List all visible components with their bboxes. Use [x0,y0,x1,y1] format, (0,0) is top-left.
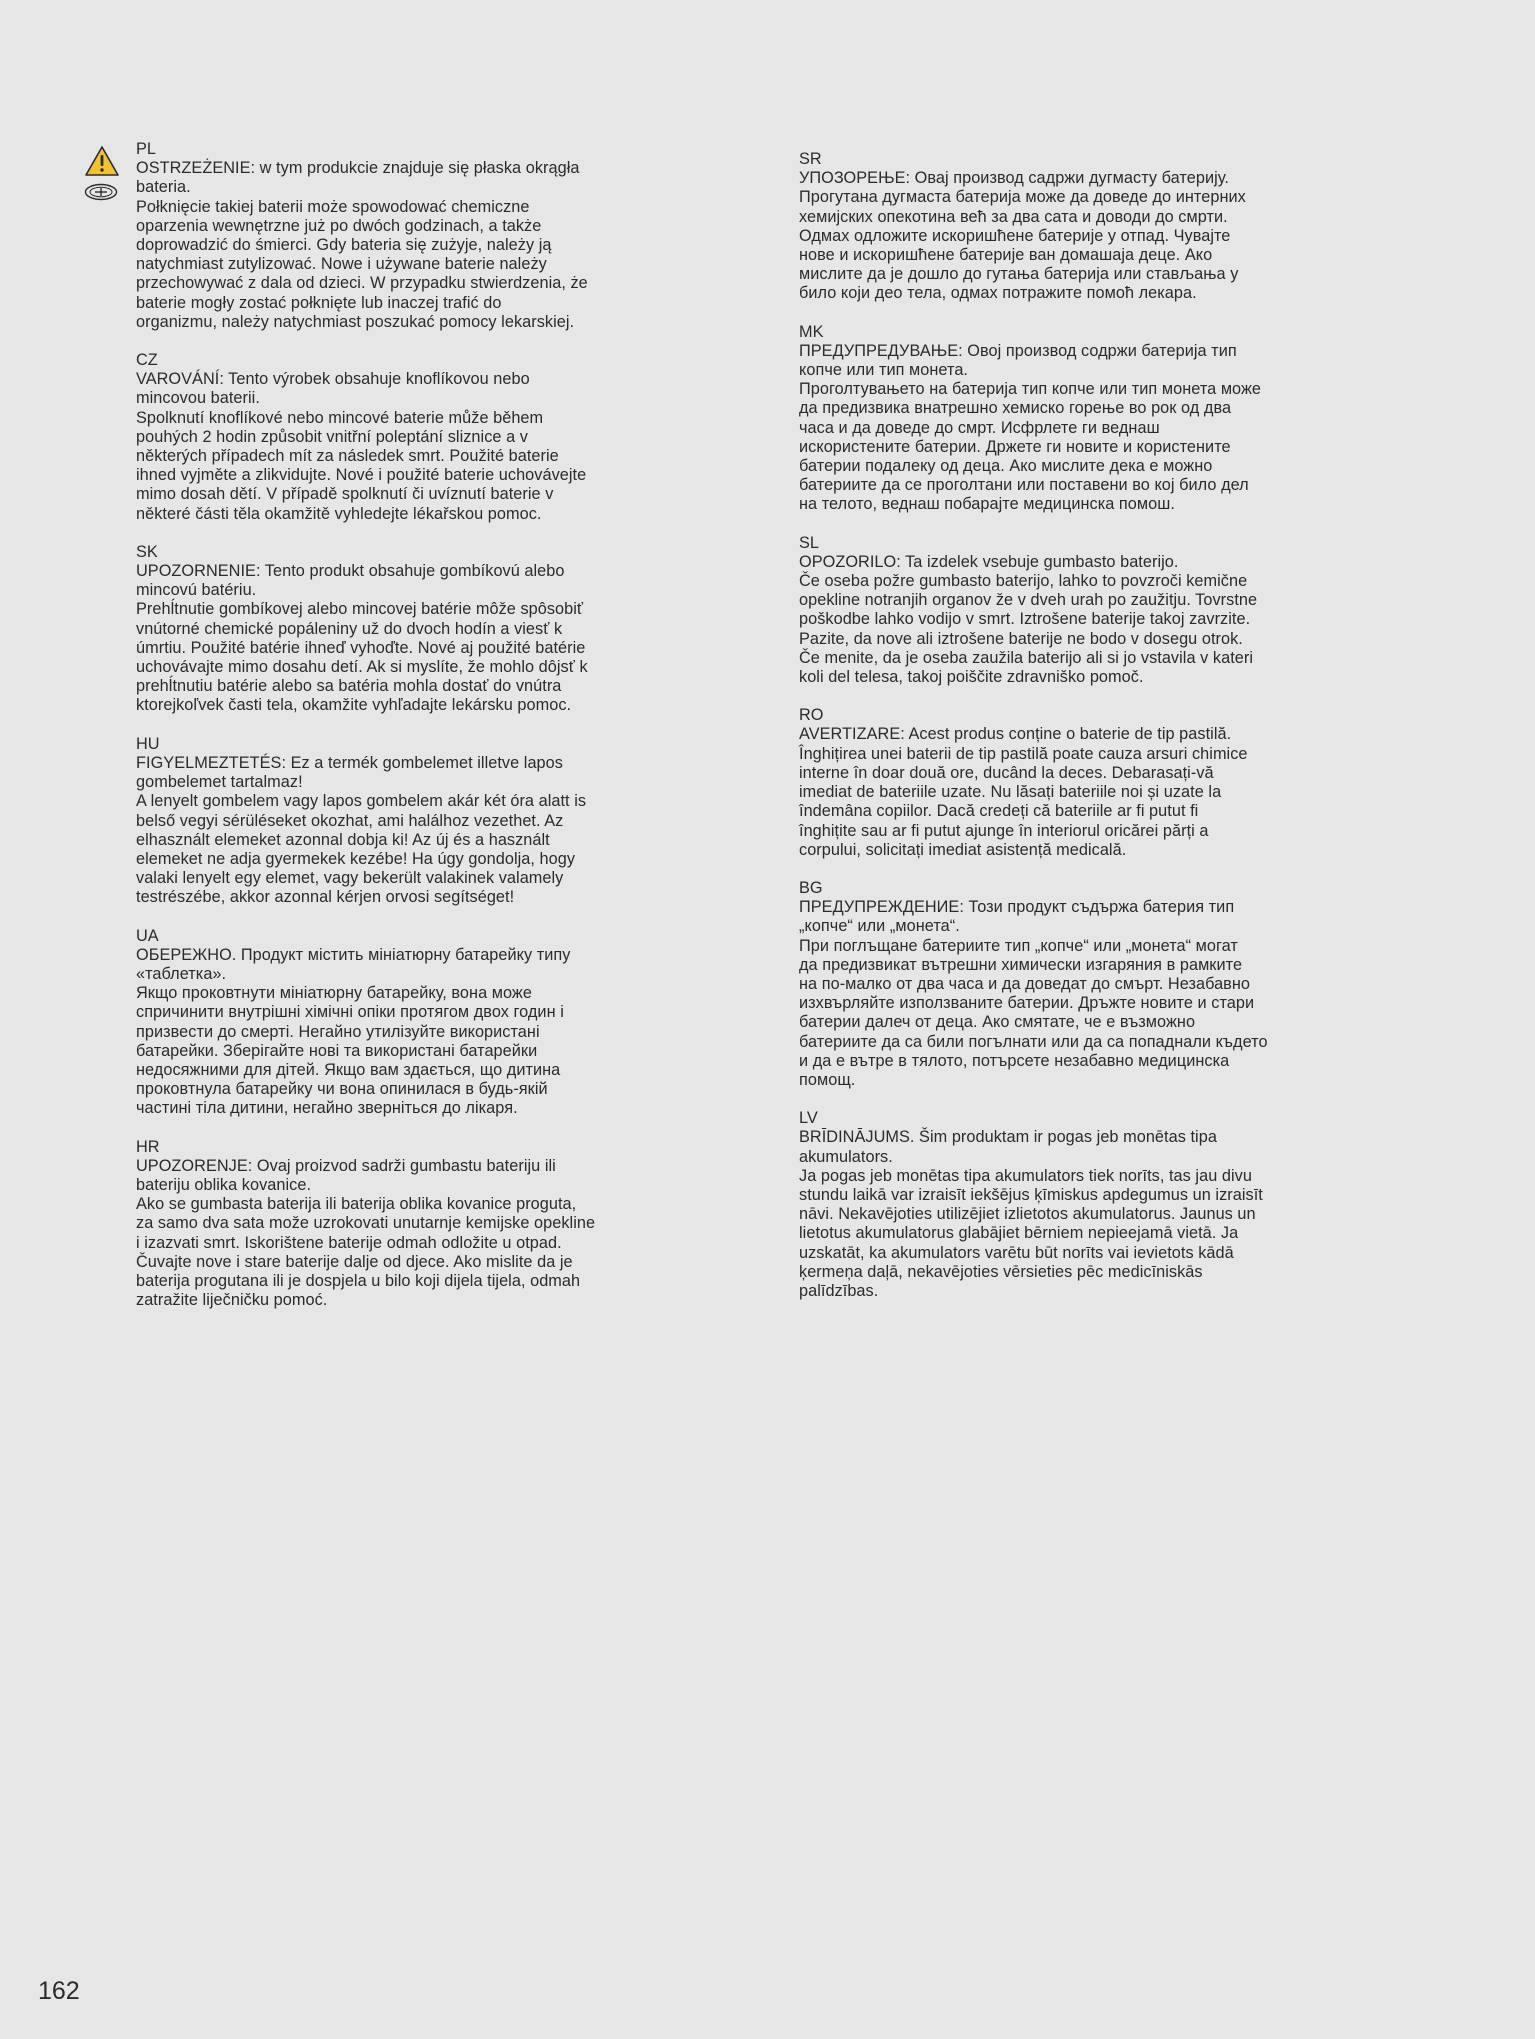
language-code: HR [136,1137,160,1156]
warning-text: BRĪDINĀJUMS. Šim produktam ir pogas jeb monētas tipa akumulators. Ja pogas jeb monētas tipa akumulators tiek norīts, tas jau divu stundu laikā var izraisīt iekšējus ķīmiskus apdegumus un izraisīt nāvi. Nekavējoties utilizējiet izlietotos akumulatorus. Jaunus un lietotus akumulatorus glabājiet bērniem nepieejamā vietā. Ja uzskatāt, ka akumulators varētu būt norīts vai ievietots kādā ķermeņa daļā, nekavējoties vērsieties pēc medicīniskās palīdzības. [799,1128,1263,1300]
language-code: BG [799,878,823,897]
language-code: SL [799,533,820,552]
right-column [799,150,1319,1320]
left-column [136,140,656,1329]
warning-section-sk [136,543,656,716]
language-code: LV [799,1109,818,1128]
warning-section-lv [799,1109,1319,1301]
warning-section-sr [799,150,1319,304]
safety-icons [84,145,122,201]
warning-text: ОБЕРЕЖНО. Продукт містить мініатюрну батарейку типу «таблетка». Якщо проковтнути мініатюрну батарейку, вона може спричинити внутрішні хімічні опіки протягом двох годин і призвести до смерті. Негайно утилізуйте використані батарейки. Зберігайте нові та використані батарейки недосяжними для дітей. Якщо вам здається, що дитина проковтнула батарейку чи вона опинилася в будь-якій частині тіла дитини, негайно зверніться до лікаря. [136,945,571,1118]
language-code: SK [136,542,158,561]
language-code: UA [136,926,159,945]
warning-text: UPOZORNENIE: Tento produkt obsahuje gombíkovú alebo mincovú batériu. Prehĺtnutie gombíkovej alebo mincovej batérie môže spôsobiť vnútorné chemické popáleniny už do dvoch hodín a viesť k úmrtiu. Použité batérie ihneď vyhoďte. Nové aj použité batérie uchovávajte mimo dosahu detí. Ak si myslíte, že mohlo dôjsť k prehĺtnutiu batérie alebo sa batéria mohla dostať do vnútra ktorejkoľvek časti tela, okamžite vyhľadajte lekársku pomoc. [136,562,588,715]
language-code: PL [136,140,157,158]
warning-triangle-icon [84,145,120,177]
language-code: MK [799,322,824,341]
warning-section-ro [799,706,1319,860]
language-code: HU [136,734,160,753]
warning-text: OPOZORILO: Ta izdelek vsebuje gumbasto baterijo. Če oseba požre gumbasto baterijo, lahko to povzroči kemične opekline notranjih organov že v dveh urah po zaužitju. Tovrstne poškodbe lahko vodijo v smrt. Iztrošene baterije takoj zavrzite. Pazite, da nove ali iztrošene baterije ne bodo v dosegu otrok. Če menite, da je oseba zaužila baterijo ali si jo vstavila v kateri koli del telesa, takoj poiščite zdravniško pomoč. [799,552,1258,687]
warning-text: ПРЕДУПРЕДУВАЊЕ: Овој производ содржи батерија тип копче или тип монета. Проголтувањето на батерија тип копче или тип монета може да предизвика внатрешно хемиско горење во рок од два часа и да доведе до смрт. Исфрлете ги веднаш искористените батерии. Држете ги новите и користените батерии подалеку од деца. Ако мислите дека е можно батериите да се проголтани или поставени во кој било дел на телото, веднаш побарајте медицинска помош. [799,341,1262,514]
page-number: 162 [38,1977,80,2005]
warning-text: ПРЕДУПРЕЖДЕНИЕ: Този продукт съдържа батерия тип „копче“ или „монета“. При поглъщане батериите тип „копче“ или „монета“ могат да предизвикат вътрешни химически изгаряния в рамките на по-малко от два часа и да доведат до смърт. Незабавно изхвърляйте използваните батерии. Дръжте новите и стари батерии далеч от деца. Ако смятате, че е възможно батериите да са били погълнати или да са попаднали където и да е вътре в тялото, потърсете незабавно медицинска помощ. [799,898,1268,1089]
warning-section-hu [136,735,656,908]
warning-text: FIGYELMEZTETÉS: Ez a termék gombelemet illetve lapos gombelemet tartalmaz! A lenyelt gombelem vagy lapos gombelem akár két óra alatt is belső vegyi sérüléseket okozhat, ami halálhoz vezethet. Az elhasznált elemeket azonnal dobja ki! Az új és a használt elemeket ne adja gyermekek kezébe! Ha úgy gondolja, hogy valaki lenyelt egy elemet, vagy bekerült valakinek valamely testrészébe, akkor azonnal kérjen orvosi segítséget! [136,753,587,907]
warning-section-ua [136,927,656,1119]
warning-section-bg [799,879,1319,1090]
warning-section-cz [136,351,656,524]
coin-battery-icon [84,183,118,201]
warning-section-pl [136,140,656,332]
warning-section-mk [799,323,1319,515]
language-code: SR [799,150,822,168]
warning-section-hr [136,1138,656,1311]
warning-section-sl [799,534,1319,688]
warning-text: УПОЗОРЕЊЕ: Овај производ садржи дугмасту батерију. Прогутана дугмаста батерија може да доведе до интерних хемијских опекотина већ за два сата и доводи до смрти. Одмах одложите искоришћене батерије у отпад. Чувајте нове и искоришћене батерије ван домашаја деце. Ако мислите да је дошло до гутања батерија или стављања у било који део тела, одмах потражите помоћ лекара. [799,169,1246,303]
language-code: CZ [136,351,158,370]
warning-text: VAROVÁNÍ: Tento výrobek obsahuje knoflíkovou nebo mincovou baterii. Spolknutí knoflíkové nebo mincové baterie může během pouhých 2 hodin způsobit vnitřní poleptání sliznice a v některých případech mít za následek smrt. Použité baterie ihned vyjměte a zlikvidujte. Nové i použité baterie uchovávejte mimo dosah dětí. V případě spolknutí či uvíznutí baterie v některé části těla okamžitě vyhledejte lékařskou pomoc. [136,370,587,523]
warning-text: OSTRZEŻENIE: w tym produkcie znajduje się płaska okrągła bateria. Połknięcie takiej baterii może spowodować chemiczne oparzenia wewnętrzne już po dwóch godzinach, a także doprowadzić do śmierci. Gdy bateria się zużyje, należy ją natychmiast zutylizować. Nowe i używane baterie należy przechowywać z dala od dzieci. W przypadku stwierdzenia, że baterie mogły zostać połknięte lub inaczej trafić do organizmu, należy natychmiast poszukać pomocy lekarskiej. [136,159,588,331]
warning-text: AVERTIZARE: Acest produs conține o baterie de tip pastilă. Înghițirea unei baterii de tip pastilă poate cauza arsuri chimice interne în doar două ore, ducând la deces. Debarasați-vă imediat de bateriile uzate. Nu lăsați bateriile noi și uzate la îndemâna copiilor. Dacă credeți că bateriile ar fi putut fi înghițite sau ar fi putut ajunge în interiorul oricărei părți a corpului, solicitați imediat asistență medicală. [799,725,1248,859]
warning-text: UPOZORENJE: Ovaj proizvod sadrži gumbastu bateriju ili bateriju oblika kovanice. Ako se gumbasta baterija ili baterija oblika kovanice proguta, za samo dva sata može uzrokovati unutarnje kemijske opekline i izazvati smrt. Iskorištene baterije odmah odložite u otpad. Čuvajte nove i stare baterije dalje od djece. Ako mislite da je baterija progutana ili je dospjela u bilo koji dijela tijela, odmah zatražite liječničku pomoć. [136,1156,596,1310]
language-code: RO [799,706,824,725]
